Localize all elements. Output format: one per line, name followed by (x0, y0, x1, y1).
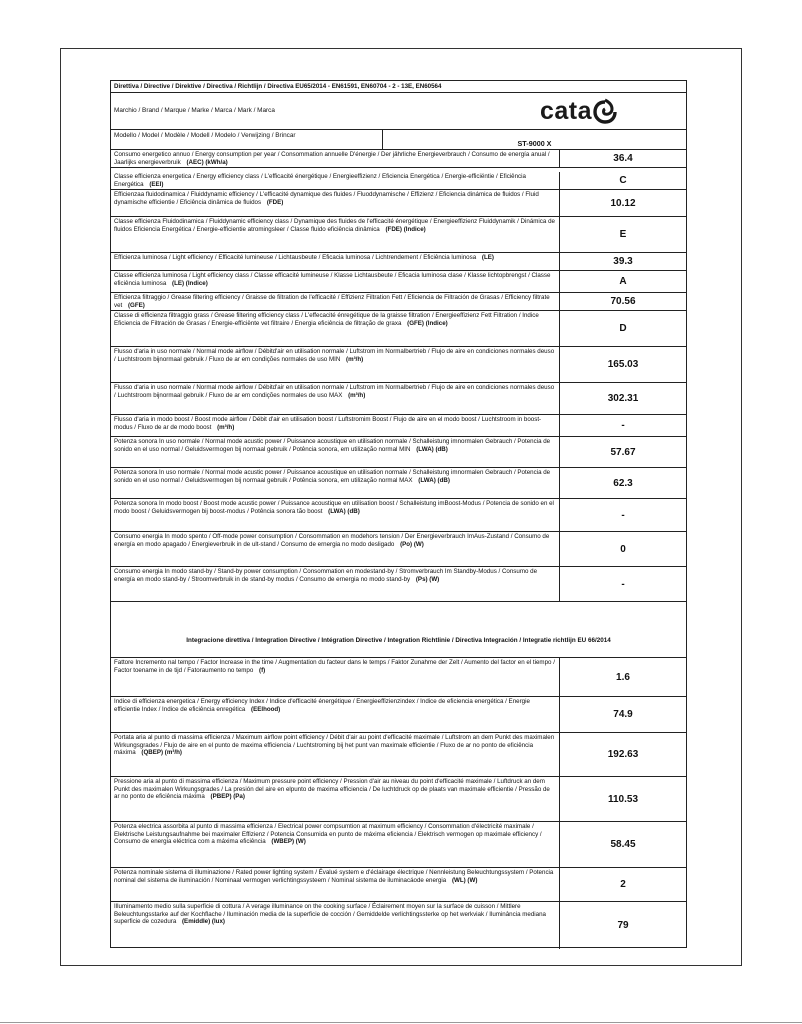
integration-spec-label (111, 733, 560, 776)
spec-unit-code: (LE) (Indice) (172, 279, 208, 287)
integration-spec-description: Pressione aria al punto di massima efficienza / Maximum pressure point efficiency / Pression d'air au niveau du point d'efficacité maximale / Luftdruck an dem Punkt des maximalen Wirkungsgrades / La presión del aire en elpunto de maxima efficiencia / De luchtdruck op de plaats van maximale efficientie / Pressão de ar no ponto de eficiência máxima (114, 778, 550, 801)
spec-unit-code: (m³/h) (346, 355, 364, 363)
cata-logo (540, 97, 617, 126)
cata-logo-text: cata (539, 96, 593, 125)
spec-row (111, 217, 686, 253)
spec-unit-code: (Ps) (W) (415, 575, 440, 583)
spec-description: Flusso d'aria in modo boost / Boost mode airflow / Débit d'air en utilisation boost / Luftstromim Boost / Flujo de aire en el modo boost / Luchtstroom in boost-modus / Fluxo de ar de modo boost (114, 416, 542, 431)
integration-spec-row (111, 697, 686, 733)
spec-label (111, 253, 560, 270)
spec-label (111, 499, 560, 531)
spec-unit-code: (FDE) (Indice) (385, 225, 426, 233)
spec-unit-code: (m³/h) (217, 423, 235, 431)
spec-value: - (621, 509, 625, 521)
spec-row (111, 383, 686, 415)
spec-unit-code: (LWA) (dB) (416, 445, 448, 453)
spec-description: Potenza sonora In uso normale / Normal mode acustic power / Puissance acoustique en utilisation normale / Schalleistung imnormalen Gebrauch / Potencia de sonido en el uso normal / Geluidsvermogen bij normaal gebruik / Potência sonora, em utilização normal MAX (114, 469, 551, 484)
integration-spec-row (111, 733, 686, 777)
spec-row (111, 468, 686, 499)
integration-spec-description: Portata aria al punto di massima efficienza / Maximum airflow point efficiency / Débit d'air au point d'efficacité maximale / Luftstrom an dem Punkt des maximalen Wirkungsgrades / Flujo de aire en el punto de maxima efficiencia / Luchtstroming bij het punt van maximale efficientie / Fluxo de ar no ponto de eficiência máxima (114, 734, 555, 757)
spec-row (111, 499, 686, 532)
spec-row (111, 567, 686, 602)
spec-value: 70.56 (610, 296, 636, 307)
integration-spec-label (111, 697, 560, 732)
spec-description: Consumo energetico annuo / Energy consumption per year / Consommation annuelle D'énergie / Der jährliche Energieverbrauch / Consumo de energía anual / Jaarlijks energieverbruik (114, 151, 550, 166)
spec-label (111, 383, 560, 414)
spec-label (111, 190, 560, 216)
spec-row (111, 253, 686, 271)
spec-unit-code: (LE) (481, 254, 494, 261)
spec-unit-code: (FDE) (266, 198, 284, 206)
integration-spec-unit-code: (QBEP) (m³/h) (141, 749, 182, 757)
spec-label (111, 437, 560, 467)
spec-value: - (621, 420, 625, 431)
spec-value: C (619, 175, 627, 186)
spec-value: 39.3 (613, 256, 633, 267)
spec-value: 165.03 (607, 359, 639, 370)
integration-spec-row (111, 868, 686, 902)
spec-description: Consumo energia In modo spento / Off-mode power consumption / Consommation en modehors tension / Der Energieverbrauch ImAus-Zustand / Consumo de energía en modo apagado / Energieverbruik in de ult-stand / Consumo de ernergia no modo desligado (114, 533, 550, 548)
header-row (111, 81, 686, 93)
integration-spec-label (111, 777, 560, 821)
spec-row (111, 347, 686, 383)
spec-unit-code: (GFE) (128, 301, 145, 309)
spec-label (111, 172, 560, 189)
integration-spec-value: 2 (620, 879, 626, 890)
spec-description: Efficienza filtraggio / Grease filtering efficiency / Graisse de filtration de l'efficacité / Effizienz Filtration Fett / Eficiencia de Filtración de Grasas / Efficiency filtrate vet (114, 294, 550, 309)
integration-spec-value: 110.53 (607, 793, 639, 805)
integration-spec-description: Potenza electrica assorbita al punto di massima efficienza / Electrical power compsumtion at maximum efficiency / Consommation d'électricité maximale / Elektrische Leistungsaufnahme bei maximaler Effizienz / Potencia Consumida en punto de máxima eficiencia / Elektrisch vermogen op maximale efficiency / Consumo de energia eléctrica com a máxima eficiência (114, 823, 542, 846)
spec-row (111, 437, 686, 468)
spec-description: Efficienza luminosa / Light efficiency / Efficacité lumineuse / Lichtausbeute / Eficacia luminosa / Lichtrendement / Eficiência luminosa (114, 254, 477, 261)
spec-value: A (619, 276, 627, 287)
spec-row (111, 532, 686, 567)
spec-unit-code: (GFE) (Indice) (407, 319, 448, 327)
integration-spec-row (111, 777, 686, 822)
bottom-rule (0, 1022, 802, 1023)
spec-value: 10.12 (610, 197, 636, 209)
brand-cell (361, 93, 686, 129)
spec-label (111, 347, 560, 382)
spec-description: Efficienzaa fluidodinamica / Fluiddynamic efficiency / L'efficacité dynamique des fluides / Fluoddynamische / Effizienz / Eficiencia dinámica de fluidos / Fluid dynamische efficientie / Eficiência dinâmica de fluidos (114, 191, 539, 206)
spec-label (111, 293, 560, 310)
spec-description: Flusso d'aria in uso normale / Normal mode airflow / Débitd'air en utilisation normale / Luftstrom im Normalbertrieb / Flujo de aire en condiciones normales deuso / Luchtstroom bijnormaal gebruik / Fluxo de ar em condições normales de uso MIN (114, 348, 555, 363)
integration-header: Integracione direttiva / Integration Directive / Intégration Directive / Integration Richtlinie / Directiva Integración / Integratie richtlijn EU 66/2014 (186, 637, 611, 644)
spec-row (111, 150, 686, 168)
spec-label (111, 468, 560, 498)
brand-label: Marchio / Brand / Marque / Marke / Marca / Mark / Marca (114, 107, 275, 114)
model-row (111, 130, 686, 150)
spec-row (111, 311, 686, 347)
spec-row (111, 271, 686, 293)
brand-row (111, 93, 686, 130)
integration-spec-unit-code: (WBEP) (W) (271, 838, 306, 846)
integration-spec-unit-code: (f) (259, 666, 266, 674)
spec-label (111, 567, 560, 601)
integration-spec-value: 1.6 (616, 671, 630, 683)
integration-spec-label (111, 902, 560, 949)
spec-description: Flusso d'aria in uso normale / Normal mode airflow / Débitd'air en utilisation normale / Luftstrom im Normalbertrieb / Flujo de aire en condiciones normales deuso / Luchtstroom bijnormaal gebruik / Fluxo de ar em condições normales de uso MAX (114, 384, 555, 399)
integration-spec-value: 74.9 (613, 709, 633, 720)
spec-label (111, 217, 560, 252)
model-label: Modello / Model / Modèle / Modell / Modelo / Verwijzing / Brincar (111, 130, 383, 149)
integration-spec-description: Potenza nominale sistema di illuminazione / Rated power lighting system / Évalué system e d'éclairage électrique / Nennleistung Beleuchtungssystem / Potencia nominal del sistema de iluminación / Nominaal vermogen verlichtingssysteem / Nominal sistema de iluminacáode energia (114, 869, 554, 884)
spec-label (111, 532, 560, 566)
spec-label (111, 150, 560, 167)
directive-header: Direttiva / Directive / Direktive / Directiva / Richtlijn / Directiva EU65/2014 - EN61591, EN60704 - 2 - 13E, EN60564 (114, 83, 442, 90)
spec-description: Potenza sonora In modo boost / Boost mode acustic power / Puissance acoustique en utilisation boost / Schalleistung imBoost-Modus / Potencia de sonido en el modo boost / Geluidsvermogen bij boost-modus / Potência sonora tão boost (114, 500, 554, 515)
spec-description: Consumo energia In modo stand-by / Stand-by power consumption / Consommation en modestand-by / Stromverbrauch Im Standby-Modus / Consumo de energía en modo stand-by / Stroomverbruik in de stand-by modus / Consumo de ernergia no modo stand-by (114, 568, 538, 583)
spec-unit-code: (Po) (W) (400, 540, 424, 548)
spec-unit-code: (EEI) (149, 180, 164, 188)
spec-description: Classe efficienza luminosa / Light efficiency class / Classe efficacité lumineuse / Klasse Lichtausbeute / Eficacia luminosa clase / Klasse lichtopbrengst / Classe eficiência luminosa (114, 272, 551, 287)
spec-description: Potenza sonora In uso normale / Normal mode acustic power / Puissance acoustique en utilisation normale / Schalleistung imnormalen Gebrauch / Potencia de sonido en el uso normal / Geluidsvermogen bij normaal gebruik / Potência sonora, em utilização normal MIN (114, 438, 551, 453)
spec-row (111, 190, 686, 217)
spec-row (111, 293, 686, 311)
spec-value: E (619, 229, 627, 240)
integration-spec-label (111, 868, 560, 901)
spec-label (111, 311, 560, 346)
integration-spec-description: Fattore Incremento nal tempo / Factor Increase in the time / Augmentation du facteur dans le temps / Faktor Zunahme der Zelt / Aumento del factor en el tiempo / Factor toename in de tijd / Fatoraumento no tempo (114, 659, 555, 674)
spec-label (111, 271, 560, 292)
spec-value: - (621, 578, 625, 590)
spec-row (111, 172, 686, 190)
cata-logo-swirl-icon (593, 98, 617, 124)
spec-value: 36.4 (613, 153, 633, 164)
integration-spec-unit-code: (Emiddle) (lux) (182, 918, 225, 926)
integration-spec-value: 192.63 (607, 749, 639, 760)
spec-value: 57.67 (610, 446, 636, 458)
spec-label (111, 415, 560, 436)
integration-spec-description: Indice di efficienza energetica / Energy efficiency Index / Indice d'efficacité énergétique / Energieeffizienzindex / Indice de eficiencia energética / Energie efficientie Index / Indice de eficiência enregética (114, 698, 530, 713)
integration-spec-unit-code: (WL) (W) (451, 876, 478, 884)
integration-spec-row (111, 822, 686, 868)
spec-value: D (619, 323, 627, 334)
integration-header-row (111, 636, 686, 658)
integration-spec-label (111, 822, 560, 867)
integration-spec-value: 79 (617, 920, 629, 931)
spec-unit-code: (LWA) (dB) (418, 476, 450, 484)
energy-label-sheet (110, 80, 687, 948)
model-value: ST-9000 X (517, 139, 552, 148)
integration-spec-unit-code: (EElhood) (251, 705, 281, 713)
integration-spec-label (111, 658, 560, 696)
integration-spec-row (111, 902, 686, 949)
spec-unit-code: (m³/h) (348, 391, 366, 399)
spec-unit-code: (AEC) (kWh/a) (186, 158, 228, 166)
spec-unit-code: (LWA) (dB) (328, 507, 360, 515)
spec-value: 302.31 (607, 393, 639, 404)
spec-description: Classe efficienza energetica / Energy efficiency class / L'efficacité énergétique / Energieeffizienz / Eficiencia Energética / Energie-efficiëntie / Eficiência Energética (114, 173, 526, 188)
spec-value: 0 (620, 543, 626, 555)
integration-spec-row (111, 658, 686, 697)
integration-spec-unit-code: (PBEP) (Pa) (210, 793, 245, 801)
spec-description: Classe di efficienza filtraggio grass / Grease filtering efficiency class / L'effecacité énregétique de la graisse filtration / Energieeffizienz Fett Filtration / Indice Eficiencia de Filtración de Grasas / Energie-efficiënte vet filtraire / Energia eficiência de filtração de graxa (114, 312, 539, 327)
spec-value: 62.3 (613, 477, 633, 489)
spec-row (111, 415, 686, 437)
integration-spec-description: Illuminamento medio sulla superficie di cottura / A verage illuminance on the cooking surface / Éclairement moyen sur la surface de cuisson / Mittlere Beleuchtungsstarke auf der Kochflache / Iluminación media de la superficie de cocción / Gemiddelde verlichtingssterke op het werkviak / Iluminância mediana superficie de cozedura (114, 903, 546, 926)
spec-description: Classe efficienza Fluidodinamica / Fluiddynamic efficiency class / Dynamique des fluides de l'efficacité énergétique / Energieeffizienz Fluiddynamik / Dinámica de fluidos Eficiencia Energética / Energie-efficientie atromingsleer / Classe fluido eficiência dinâmica (114, 218, 555, 233)
integration-spec-value: 58.45 (610, 839, 636, 850)
